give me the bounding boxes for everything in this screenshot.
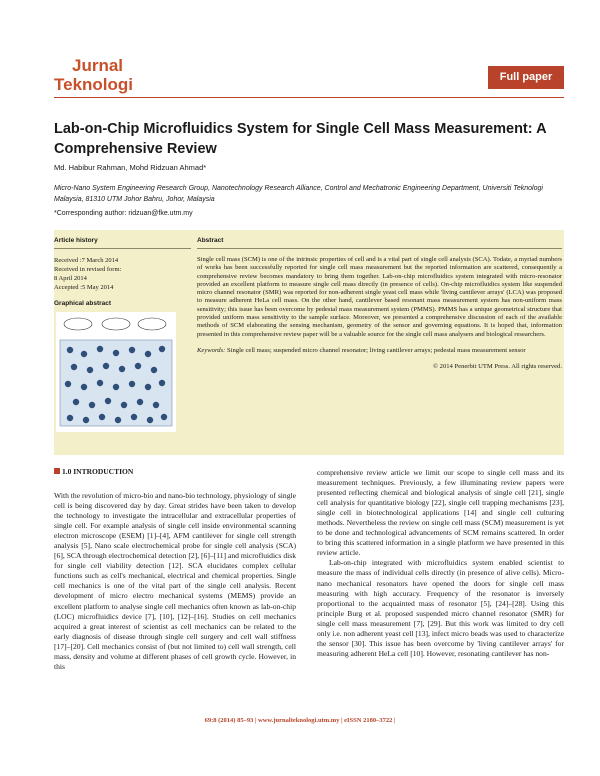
body-paragraph: With the revolution of micro-bio and nano-bio technology, physiology of single cell is being discovered day by day. Great strides have been taken to develop the technology to investigate the intracellular and extracellular properties of single cell. For example analysis of single cell inside environmental scanning electron microscope (ESEM) [1]–[4], AFM cantilever for single cell strength analysis [5], Nano scale electrochemical probe for single cell analysis (SCA) [6], SCA through electrochemical detection [2], [6]–[11] and microfluidics disk for single cell viability detection [12]. SCA elucidates complex cellular functions such as cell's mechanical, electrical and chemical properties. Single cell mechanics is one of the vital part of the single cell analysis. Recent development of micro electro mechanical systems (MEMS) provide an excellent platform to analyse single cell mechanics often known as lab-on-chip (LOC) microfluidics device [7], [10], [12]–[16]. Studies on cell mechanics acquired a great interest of scientist as cell mechanics can be related to the early diagnosis of disease through single cell surgery and cell wall stiffness [17]–[20]. Cell mechanics consist of (but not limited to) cell wall strength, cell mass, density and volume at different phases of cell growth cycle. However, in this bbox=[54, 491, 296, 671]
paper-authors: Md. Habibur Rahman, Mohd Ridzuan Ahmad* bbox=[54, 163, 207, 172]
body-paragraph: comprehensive review article we limit our scope to single cell mass and its measurement techniques. Previously, a few illuminating review papers were presented reflecting chemical and biological analysis of single cell [21], single cell analysis for quantitative biology [22], single cell trapping mechanisms [23], single cell in biotechnological applications [14] and single cell culturing methods. Nevertheless the review on single cell mass (SCM) measurement is yet to be done and technological advancements of SCM remains scattered. In order to bring this scattered information in a single platform we have presented in this review article. bbox=[317, 468, 564, 558]
page-footer: 69:8 (2014) 85–93 | www.jurnalteknologi.utm.my | eISSN 2180–3722 | bbox=[204, 717, 396, 724]
article-info-left bbox=[54, 230, 191, 455]
copyright: © 2014 Penerbit UTM Press. All rights reserved. bbox=[433, 363, 562, 371]
article-history-line: Accepted :5 May 2014 bbox=[54, 284, 114, 291]
journal-logo bbox=[54, 56, 133, 94]
keywords bbox=[197, 347, 562, 355]
abstract-panel bbox=[197, 230, 562, 455]
article-history-line: 8 April 2014 bbox=[54, 275, 87, 282]
header-divider bbox=[54, 97, 564, 98]
graphical-abstract-heading: Graphical abstract bbox=[54, 300, 112, 307]
body-column-right bbox=[317, 468, 564, 659]
abstract-text: Single cell mass (SCM) is one of the intrinsic properties of cell and is a vital part of single cell analysis (SCA). Todate, a myriad numbers of works has been successfully reported for single cell mass measurement but the reported information are scattered, consequently a comprehensive review becomes mandatory to bring them together. Lab-on-chip microfluidics system integrated with micro-resonator provided an excellent platform to measure single cell mass directly (in presence of cells). On-chip microfluidics system like suspended micro channel resonator (SMR) was reported for non-adherent single yeast cell mass while 'living cantilever arrays' (LCA) was proposed to measure adherent HeLa cell mass. On the other hand, cantilever based resonant mass measurement system has non-uniform mass sensitivity; this issue has been overcome by pedestal mass measurement system (PMMS). PMMS has a unique geometrical structure that provided uniform mass sensitivity to the sample surface. Moreover, we presented a comprehensive discussion of each of the available methods of SCM elaborating the sensing mechanism, geometry of the sensor and governing equations. It is hoped that, information presented in this comprehensive review paper will be a valuable source for the single cell mass analysers and biological researchers. bbox=[197, 256, 562, 338]
graphical-abstract-image bbox=[56, 312, 176, 432]
article-history-heading: Article history bbox=[54, 237, 191, 249]
paper-title: Lab-on-Chip Microfluidics System for Single Cell Mass Measurement: A Comprehensive Review bbox=[54, 121, 547, 157]
section-heading bbox=[54, 467, 133, 476]
author-affiliation: Micro-Nano System Engineering Research Group, Nanotechnology Research Alliance, Control and Mechatronic Engineering Department, Universiti Teknologi Malaysia, 81310 UTM Johor Bahru, Johor, Malaysia bbox=[54, 185, 543, 203]
section-marker-icon bbox=[54, 468, 60, 474]
journal-logo-line1: Jurnal bbox=[72, 56, 124, 75]
body-paragraph: Lab-on-chip integrated with microfluidics system enabled scientist to measure the mass of individual cells directly (in presence of alive cells). Micro-nano mechanical resonators have opened the doors for single cell mass measuring with high accuracy. Frequency of the resonator is inversely proportional to the acquainted mass of resonator [5], [24]–[28]. Using this principle Burg et al. proposed suspended micro channel resonator (SMR) for single cell mass measurement [7], [29]. But this work was limited to dry cell only i.e. non adherent yeast cell [13], infect micro beads was used to characterize the sensor [30]. This issue has been overcome by 'living cantilever arrays' for measuring adherent HeLa cell [10]. However, resonating cantilever has non- bbox=[317, 558, 564, 658]
keywords-label: Keywords: bbox=[197, 346, 226, 354]
corresponding-author: *Corresponding author: ridzuan@fke.utm.my bbox=[54, 210, 193, 217]
keywords-text: Single cell mass; suspended micro channel resonator; living cantilever arrays; pedestal mass measurement sensor bbox=[226, 346, 526, 354]
article-info-box bbox=[54, 230, 564, 455]
article-history-line: Received :7 March 2014 bbox=[54, 257, 119, 264]
article-history-line: Received in revised form: bbox=[54, 266, 122, 273]
journal-logo-line2: Teknologi bbox=[54, 75, 134, 94]
body-column-left bbox=[54, 491, 296, 672]
abstract-heading: Abstract bbox=[197, 237, 562, 249]
full-paper-badge: Full paper bbox=[488, 66, 564, 89]
section-title: 1.0 INTRODUCTION bbox=[62, 467, 134, 476]
